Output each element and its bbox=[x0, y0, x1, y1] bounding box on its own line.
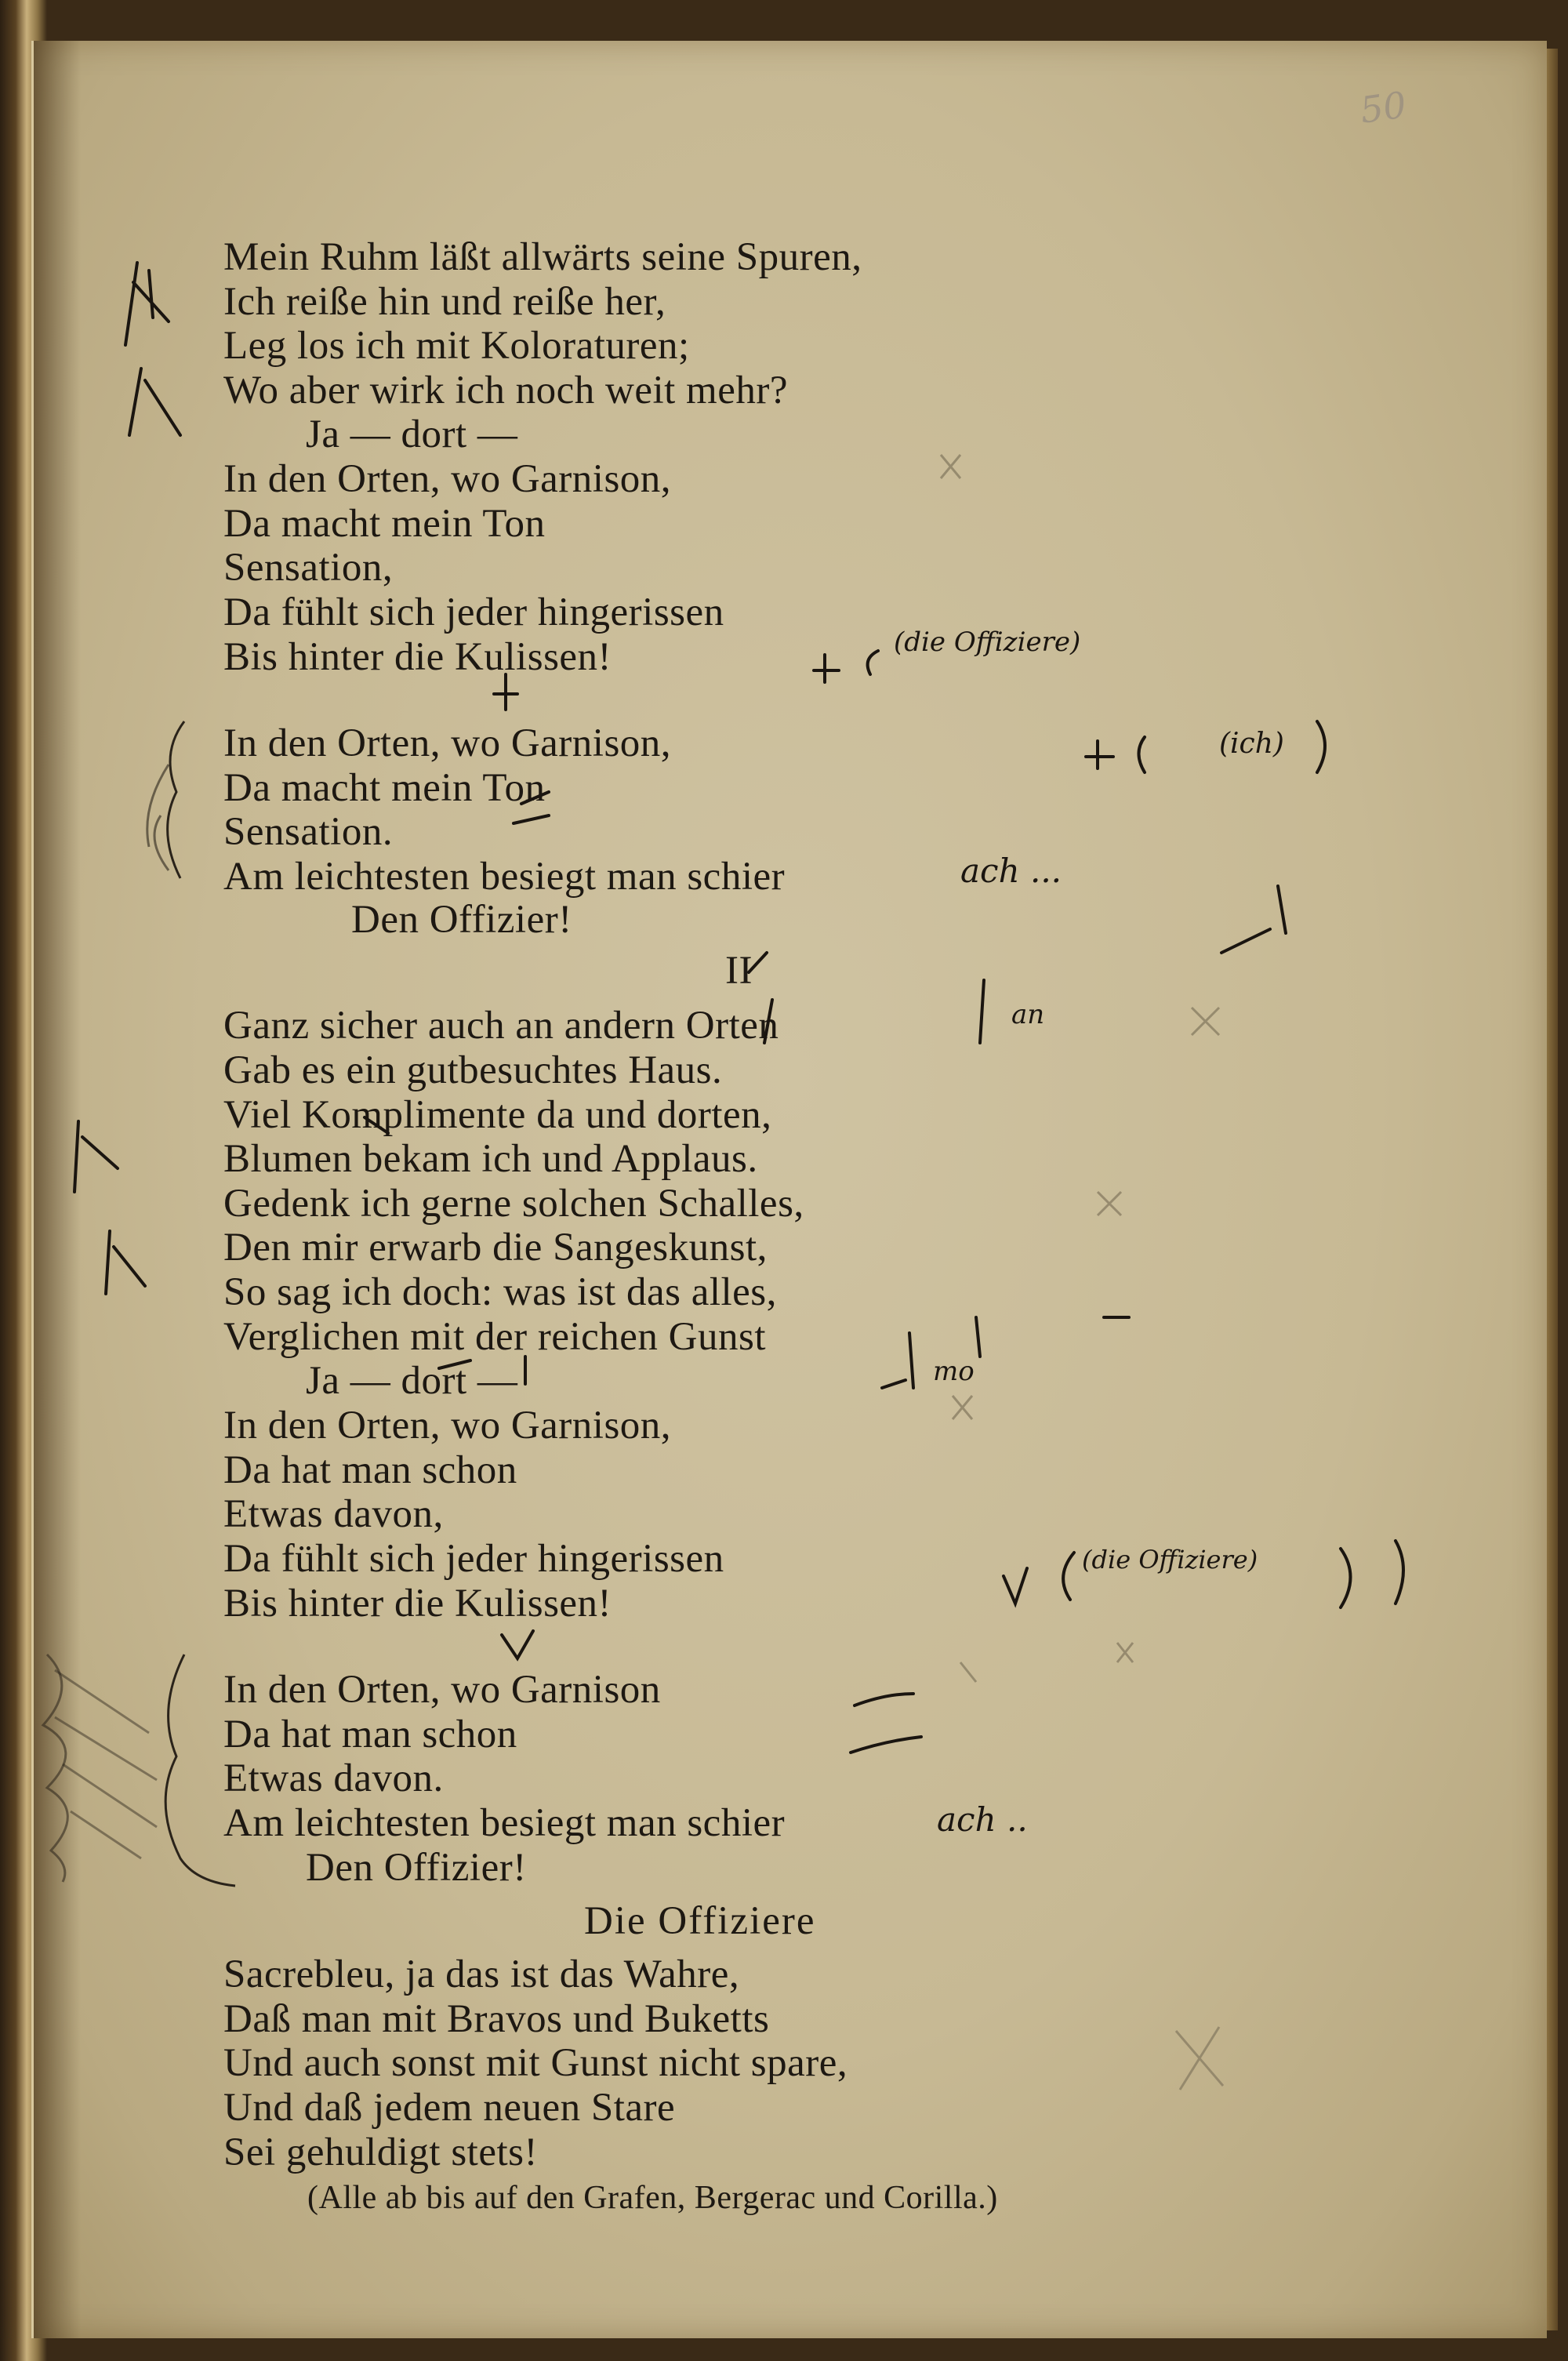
page-number-mark: 50 bbox=[1357, 83, 1410, 132]
verse-line: Da macht mein Ton bbox=[223, 502, 546, 546]
verse-line: Ich reiße hin und reiße her, bbox=[223, 280, 666, 324]
verse-line: Und auch sonst mit Gunst nicht spare, bbox=[223, 2041, 848, 2085]
speaker-heading: Die Offiziere bbox=[584, 1899, 816, 1943]
handwritten-note: (die Offiziere) bbox=[1082, 1545, 1258, 1575]
verse-line: Sensation. bbox=[223, 810, 394, 854]
handwritten-note: an bbox=[1011, 999, 1045, 1030]
handwritten-note: ach .. bbox=[937, 1800, 1028, 1839]
verse-line: Gedenk ich gerne solchen Schalles, bbox=[223, 1182, 804, 1226]
verse-line: Sensation, bbox=[223, 546, 394, 590]
handwritten-note: mo bbox=[933, 1356, 975, 1387]
verse-line: Daß man mit Bravos und Buketts bbox=[223, 1997, 770, 2041]
verse-line: Am leichtesten besiegt man schier bbox=[223, 855, 786, 899]
verse-line: So sag ich doch: was ist das alles, bbox=[223, 1270, 777, 1314]
verse-line: Bis hinter die Kulissen! bbox=[223, 635, 612, 679]
verse-line: In den Orten, wo Garnison, bbox=[223, 1404, 672, 1447]
verse-line: Etwas davon. bbox=[223, 1756, 444, 1800]
verse-line: Viel Komplimente da und dorten, bbox=[223, 1093, 772, 1137]
verse-line: Am leichtesten besiegt man schier bbox=[223, 1801, 786, 1845]
verse-line: Da hat man schon bbox=[223, 1448, 517, 1492]
verse-line: Ganz sicher auch an andern Orten bbox=[223, 1004, 779, 1048]
verse-line: Und daß jedem neuen Stare bbox=[223, 2086, 676, 2130]
verse-line: Ja — dort — bbox=[306, 1359, 518, 1403]
verse-line: Sacrebleu, ja das ist das Wahre, bbox=[223, 1952, 740, 1996]
verse-line: In den Orten, wo Garnison, bbox=[223, 457, 672, 501]
verse-line: Bis hinter die Kulissen! bbox=[223, 1582, 612, 1625]
verse-line: Leg los ich mit Koloraturen; bbox=[223, 324, 690, 368]
verse-line: In den Orten, wo Garnison, bbox=[223, 721, 672, 765]
verse-line: Da hat man schon bbox=[223, 1713, 517, 1756]
verse-line: Etwas davon, bbox=[223, 1492, 444, 1536]
verse-line: Da macht mein Ton bbox=[223, 766, 546, 810]
handwritten-note: (die Offiziere) bbox=[894, 627, 1081, 658]
handwritten-note: (ich) bbox=[1219, 728, 1284, 760]
verse-line: Blumen bekam ich und Applaus. bbox=[223, 1137, 758, 1181]
verse-line: Ja — dort — bbox=[306, 412, 518, 456]
verse-line: Da fühlt sich jeder hingerissen bbox=[223, 1537, 724, 1581]
verse-line: Mein Ruhm läßt allwärts seine Spuren, bbox=[223, 235, 862, 279]
handwritten-note: ach ... bbox=[960, 852, 1062, 890]
verse-line: Den Offizier! bbox=[306, 1846, 527, 1890]
verse-line: In den Orten, wo Garnison bbox=[223, 1668, 661, 1712]
verse-line: Wo aber wirk ich noch weit mehr? bbox=[223, 369, 788, 412]
verse-line: Den mir erwarb die Sangeskunst, bbox=[223, 1226, 768, 1269]
verse-line: Verglichen mit der reichen Gunst bbox=[223, 1315, 767, 1359]
stanza-number: II bbox=[725, 949, 753, 993]
verse-line: Gab es ein gutbesuchtes Haus. bbox=[223, 1048, 723, 1092]
verse-line: Den Offizier! bbox=[351, 898, 572, 942]
verse-line: Sei gehuldigt stets! bbox=[223, 2130, 538, 2174]
stage-direction: (Alle ab bis auf den Grafen, Bergerac und Corilla.) bbox=[307, 2180, 998, 2216]
verse-line: Da fühlt sich jeder hingerissen bbox=[223, 590, 724, 634]
